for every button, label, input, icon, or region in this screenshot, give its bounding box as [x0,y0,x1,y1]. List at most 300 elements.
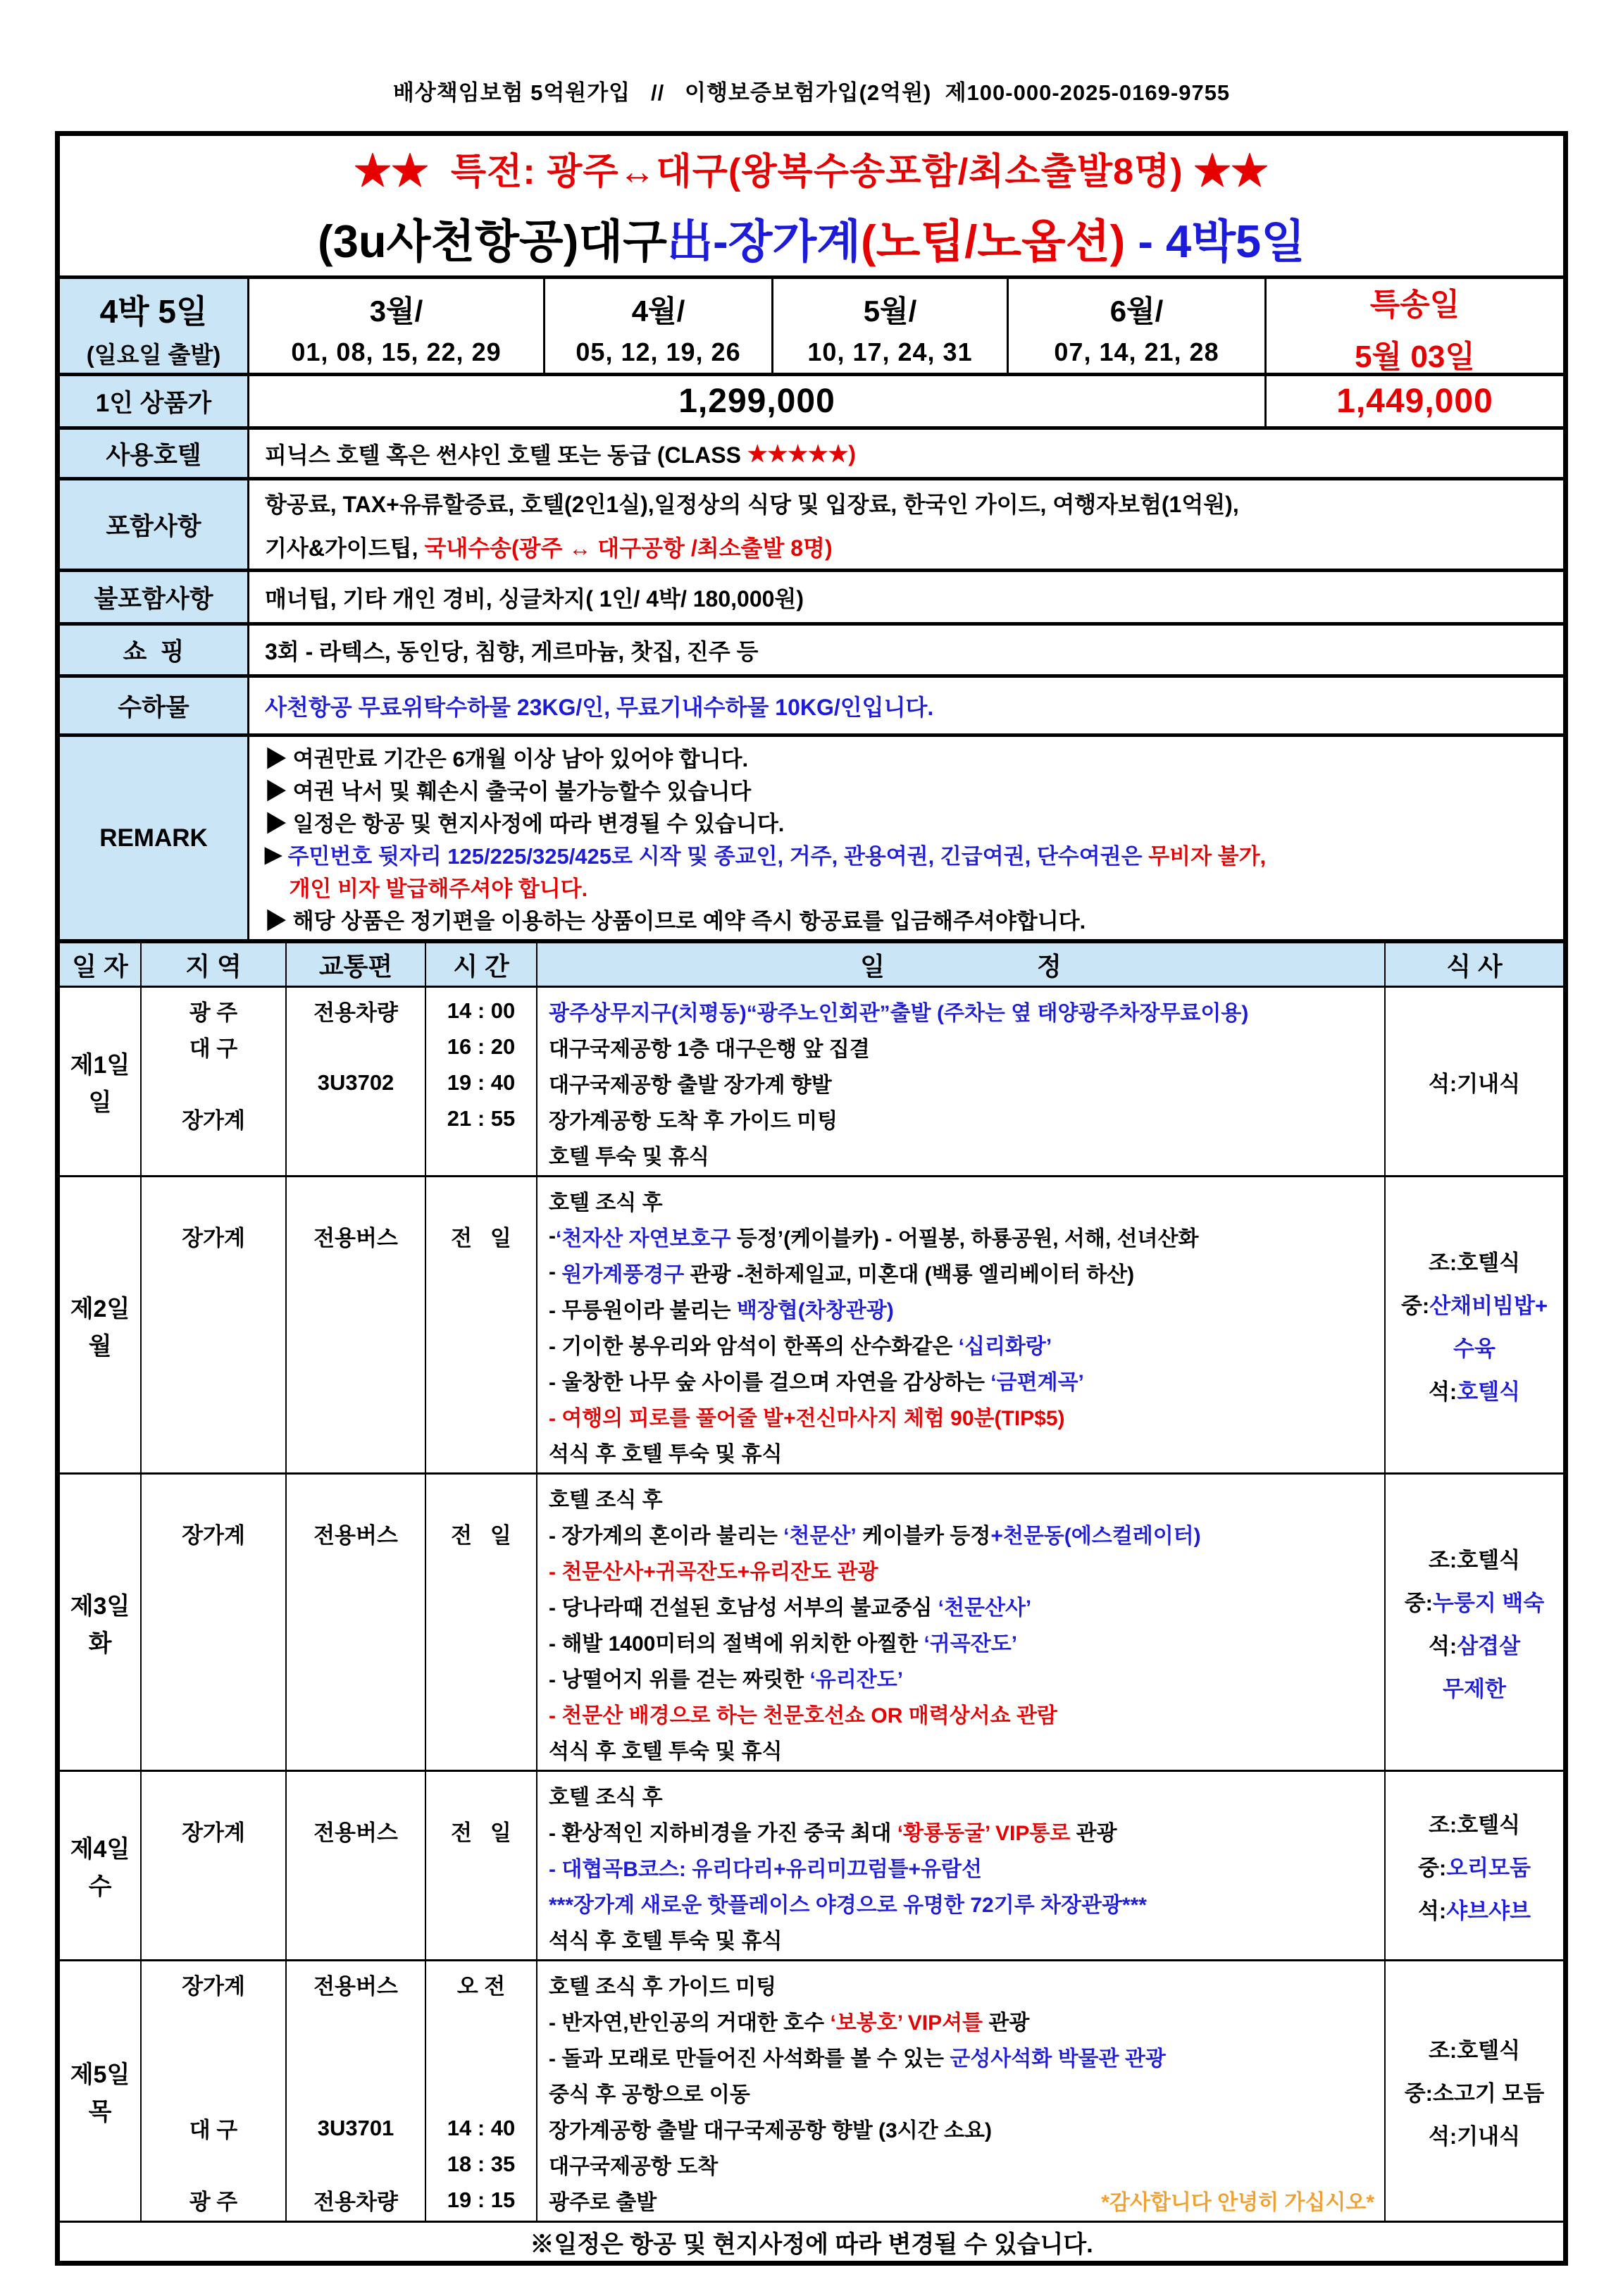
meal-line [1443,1671,1506,1703]
transport-cell-line [287,1587,425,1623]
meal-line [1401,1288,1548,1320]
day-label-cell [60,1177,140,1472]
region-cell-line [142,1777,285,1813]
region-cell-line [142,1659,285,1695]
transport-cell-line: 전용버스 [313,1820,398,1845]
text-segment: 석: [1428,1633,1457,1658]
text-segment: 호텔 조식 후 [549,1191,663,1215]
baggage-content [247,678,1563,733]
time-cell-line [426,2074,536,2110]
day-number: 제4일 [70,1836,130,1863]
time-cell-line [426,1777,536,1813]
text-segment: ▶ 일정은 항공 및 현지사정에 따라 변경될 수 있습니다. [265,812,785,836]
text-segment: 기사&가이드팁, [265,535,425,561]
text-segment: 3회 - 라텍스, 동인당, 침향, 게르마늄, 찻집, 진주 등 [265,638,759,664]
itinerary-line [537,1966,1384,2002]
text-segment: 중식 후 공항으로 이동 [549,2083,750,2106]
region-cell-line [142,1398,285,1434]
transport-cell-line [287,1136,425,1172]
text-segment: 대구국제공항 1층 대구은행 앞 집결 [549,1037,870,1061]
itinerary-line [537,1731,1384,1767]
text-segment: - 대협곡B코스: 유리다리+유리미끄럼틀+유람선 [549,1857,982,1881]
itinerary-days [60,986,1563,2221]
itinerary-line [537,2146,1384,2182]
itinerary-line [537,1813,1384,1849]
dates-may [771,279,1007,376]
region-cell-line [142,1136,285,1172]
itinerary-cell [536,1475,1384,1770]
month-label: 6월/ [1109,294,1164,328]
time-cell-line: 14 : 00 [447,998,516,1023]
region-cell-line [142,1920,285,1956]
meal-line [1405,1585,1545,1617]
time-cell-line [426,1398,536,1434]
footer-note: ※일정은 항공 및 현지사정에 따라 변경될 수 있습니다. [60,2221,1563,2261]
transport-cell-line [287,1885,425,1920]
title-block [60,136,1563,275]
region-cell-line: 장가계 [182,1108,245,1133]
text-segment: - 환상적인 지하비경을 가진 중국 최대 [549,1821,897,1845]
baggage-text [265,688,1563,724]
transport-cell-line [287,1326,425,1362]
text-segment: - 천문산사+귀곡잔도+유리잔도 관광 [549,1560,878,1584]
text-segment: ★★★★★) [747,440,856,466]
time-cell-line: 18 : 35 [447,2151,516,2176]
region-cell [140,1177,285,1472]
text-segment: ‘보봉호’ VIP셔틀 [830,2011,983,2035]
transport-cell [285,1961,425,2221]
text-segment: ‘천자산 자연보호구 [556,1227,731,1251]
region-cell-line: 대 구 [189,2118,238,2142]
transport-cell-line [287,1100,425,1136]
remark-content [247,737,1563,939]
itinerary-line [537,2002,1384,2038]
include-row [60,477,1563,569]
transport-cell-line: 전용버스 [313,1523,398,1548]
region-cell-line [142,1065,285,1100]
region-cell-line [142,2038,285,2074]
time-cell-line [426,1326,536,1362]
day-number: 제1일 [70,1052,130,1079]
itinerary-line [537,1218,1384,1254]
text-segment: 관광 -천하제일교, 미혼대 (백룡 엘리베이터 하산) [684,1262,1135,1286]
text-segment: +천문동(에스컬레이터) [990,1524,1201,1548]
itinerary-line [537,1659,1384,1695]
meal-line [1418,1893,1531,1925]
time-cell-line [426,1623,536,1659]
region-cell-line [142,1479,285,1515]
transport-cell-line: 전용버스 [313,1974,398,1999]
price-row [60,373,1563,426]
day-label-cell [60,1772,140,1959]
time-cell-line [426,1434,536,1470]
month-days: 10, 17, 24, 31 [807,337,973,366]
region-cell-line [142,1326,285,1362]
transport-cell-line [287,1777,425,1813]
dates-label-title: 4박 5일 [99,292,208,330]
time-cell [425,988,536,1175]
itinerary-day-row [60,1959,1563,2221]
itinerary-day-row [60,1175,1563,1472]
region-cell-line [142,1182,285,1218]
special-departure-cell [1264,279,1563,376]
text-segment: 대구국제공항 출발 장가계 향발 [549,1073,832,1097]
time-cell-line [426,2038,536,2074]
meal-line [1429,1542,1520,1574]
itinerary-line [537,1029,1384,1065]
baggage-label: 수하물 [60,678,247,733]
itinerary-line [537,1136,1384,1172]
text-segment: 오리모둠 [1446,1855,1531,1880]
text-segment: ‘유리잔도’ [809,1668,904,1692]
day-weekday: 수 [88,1873,112,1900]
text-segment: 호텔 조식 후 [549,1785,663,1809]
transport-cell-line [287,1623,425,1659]
text-segment: - 여행의 피로를 풀어줄 발+전신마사지 체험 90분(TIP$5) [549,1406,1065,1430]
text-line [265,838,1563,871]
special-departure-date: 5월 03일 [1355,340,1475,374]
region-cell-line [142,1254,285,1290]
meal-line [1453,1331,1495,1363]
text-segment: 광주로 출발 [549,2190,657,2214]
text-segment: ‘황룡동굴’ VIP통로 [897,1821,1071,1845]
transport-cell-line [287,1731,425,1767]
time-cell-line [426,1885,536,1920]
itinerary-line [537,2074,1384,2110]
text-segment: (노팁/노옵션) [860,215,1126,267]
region-cell [140,988,285,1175]
meal-line [1418,1850,1531,1882]
transport-cell-line [287,2002,425,2038]
itinerary-line [537,1885,1384,1920]
transport-cell-line [287,1551,425,1587]
header-region: 지 역 [140,943,285,986]
text-segment: 호텔 조식 후 가이드 미팅 [549,1975,777,1999]
meal-cell [1384,1772,1563,1959]
header-itinerary: 일 정 [536,943,1384,986]
time-cell-line [426,1659,536,1695]
text-segment: 개인 비자 발급해주셔야 합니다. [265,876,588,901]
exclude-row [60,569,1563,622]
text-segment: 사천항공 무료위탁수하물 23KG/인, 무료기내수하물 10KG/인입니다. [265,694,934,720]
transport-cell-line [287,2074,425,2110]
text-segment: 석:기내식 [1428,2123,1521,2149]
text-segment: 군성사석화 박물관 관광 [950,2047,1166,2071]
time-cell-line [426,1695,536,1731]
text-segment: - 돌과 모래로 만들어진 사석화를 볼 수 있는 [549,2047,950,2071]
month-label: 5월/ [863,294,917,328]
text-segment: - 당나라때 건설된 호남성 서부의 불교중심 [549,1596,938,1620]
hotel-content [247,430,1563,477]
shopping-label: 쇼 핑 [60,626,247,674]
time-cell [425,1772,536,1959]
region-cell-line: 장가계 [182,1226,245,1251]
itinerary-line [537,1290,1384,1326]
text-segment: 매너팁, 기타 개인 경비, [265,585,499,612]
text-segment: - [549,1224,556,1248]
text-segment: 조:호텔식 [1428,1250,1521,1275]
special-departure-title: 특송일 [1369,287,1460,322]
text-segment: 호텔식 [1457,1379,1521,1404]
meal-line [1429,1807,1520,1839]
itinerary-line [537,2110,1384,2146]
text-segment: ▶ 해당 상품은 정기편을 이용하는 상품이므로 예약 즉시 항공료를 입금해주셔야합니다. [265,909,1086,933]
time-cell [425,1177,536,1472]
text-segment: 항공료, TAX+유류할증료, 호텔(2인1실),일정상의 식당 및 입장료, 한국인 가이드, 여행자보험(1억원), [265,491,1239,517]
itinerary-line [537,2182,1384,2218]
month-label: 3월/ [369,294,423,328]
itinerary-line [537,1849,1384,1885]
time-cell-line: 14 : 40 [447,2115,516,2140]
itinerary-line [537,993,1384,1029]
text-line [265,485,1563,521]
meal-line [1429,2118,1520,2150]
text-segment: ‘귀곡잔도’ [924,1632,1018,1656]
transport-cell-line [287,1182,425,1218]
itinerary-line [537,1182,1384,1218]
transport-cell [285,1772,425,1959]
region-cell-line [142,1290,285,1326]
text-segment: 수육 [1453,1336,1495,1361]
day-weekday: 화 [88,1630,112,1657]
text-segment: - 장가계의 혼이라 불리는 [549,1524,784,1548]
transport-cell-line [287,2038,425,2074]
region-cell-line: 장가계 [182,1523,245,1548]
itinerary-line [537,1326,1384,1362]
month-days: 05, 12, 19, 26 [576,337,741,366]
text-segment: 出 [666,215,713,267]
text-segment: 석식 후 호텔 투숙 및 휴식 [549,1442,783,1466]
hotel-row [60,426,1563,477]
text-segment: 샤브샤브 [1446,1898,1531,1923]
text-segment: - 천문산 배경으로 하는 천문호선쇼 OR 매력상서쇼 관람 [549,1704,1057,1727]
time-cell [425,1475,536,1770]
region-cell-line [142,1434,285,1470]
text-segment: - [549,1260,562,1284]
day-label-cell [60,988,140,1175]
itinerary-line [537,1695,1384,1731]
text-segment: -장가계 [712,215,861,267]
time-cell-line: 전 일 [451,1523,511,1548]
itinerary-cell [536,1961,1384,2221]
time-cell-line [426,1479,536,1515]
time-cell-line: 전 일 [451,1820,511,1845]
itinerary-line [537,1479,1384,1515]
meal-line [1429,2033,1520,2064]
region-cell-line [142,2074,285,2110]
text-segment: 장가계공항 도착 후 가이드 미팅 [549,1109,838,1133]
itinerary-line [537,1100,1384,1136]
itinerary-line [537,1551,1384,1587]
dates-june [1007,279,1264,376]
text-segment: 관광 [1070,1821,1117,1845]
region-cell-line: 장가계 [182,1974,245,1999]
meal-cell [1384,1177,1563,1472]
price-label-cell: 1인 상품가 [60,376,247,426]
text-segment: 산채비빔밥+ [1429,1293,1548,1318]
region-cell-line [142,1731,285,1767]
include-label: 포함사항 [60,480,247,569]
transport-cell-line [287,1290,425,1326]
itinerary-line [537,2038,1384,2074]
itinerary-line [537,1362,1384,1398]
text-segment: - 울창한 나무 숲 사이를 걸으며 자연을 감상하는 [549,1370,991,1394]
meal-line [1429,1066,1520,1098]
baggage-row [60,674,1563,733]
dates-label-sub: (일요일 출발) [86,341,221,368]
region-cell-line: 대 구 [189,1036,238,1061]
time-cell-line [426,1362,536,1398]
time-cell-line: 오 전 [456,1974,506,1999]
region-cell-line [142,1587,285,1623]
text-segment: - 해발 1400미터의 절벽에 위치한 아찔한 [549,1632,924,1656]
header-time: 시 간 [425,943,536,986]
region-cell-line [142,2146,285,2182]
text-segment: 국내수송(광주 ↔ 대구공항 /최소출발 8명) [424,535,833,561]
meal-cell [1384,1475,1563,1770]
itinerary-line [537,1587,1384,1623]
itinerary-line [537,1623,1384,1659]
text-segment: 석식 후 호텔 투숙 및 휴식 [549,1739,783,1763]
transport-cell-line [287,1920,425,1956]
region-cell-line: 장가계 [182,1820,245,1845]
include-content [247,480,1563,569]
time-cell-line: 21 : 55 [447,1105,516,1131]
text-segment: ‘천문산’ [783,1524,857,1548]
text-segment: 원가계풍경구 [561,1262,685,1286]
transport-cell-line: 전용차량 [313,1000,398,1025]
text-segment: 광주상무지구(치평동)“광주노인회관”출발 (주차는 옆 태양광주차장무료이용) [549,1001,1249,1025]
text-line [265,741,1563,774]
transport-cell-line [287,1434,425,1470]
time-cell-line: 19 : 15 [447,2187,516,2212]
transport-cell [285,988,425,1175]
meal-cell [1384,988,1563,1175]
itinerary-cell [536,988,1384,1175]
region-cell-line [142,1623,285,1659]
transport-cell-line [287,1029,425,1065]
day-number: 제2일 [70,1295,130,1322]
itinerary-cell [536,1177,1384,1472]
region-cell [140,1961,285,2221]
transport-cell-line [287,2146,425,2182]
region-cell [140,1772,285,1959]
text-segment: (3u사천항공)대구 [318,215,667,267]
text-segment: ‘금편계곡’ [990,1370,1084,1394]
time-cell-line [426,1254,536,1290]
farewell-note: *감사합니다 안녕히 가십시오* [1101,2190,1374,2214]
time-cell-line: 16 : 20 [447,1034,516,1059]
text-segment: 싱글차지( 1인/ 4박/ 180,000원) [498,585,804,612]
time-cell-line: 19 : 40 [447,1069,516,1095]
text-segment: 석:기내식 [1428,1071,1521,1096]
text-segment: 석식 후 호텔 투숙 및 휴식 [549,1929,783,1953]
text-segment: 삼겹살 [1457,1633,1521,1658]
time-cell [425,1961,536,2221]
itinerary-day-row [60,1770,1563,1959]
region-cell-line [142,1695,285,1731]
day-label-cell [60,1961,140,2221]
text-segment: 중: [1404,1590,1433,1615]
time-cell-line: 전 일 [451,1226,511,1251]
region-cell-line: 광 주 [189,1000,238,1025]
transport-cell-line [287,1479,425,1515]
price-special: 1,449,000 [1264,376,1563,426]
itinerary-line [537,1254,1384,1290]
region-cell-line [142,2002,285,2038]
text-segment: 중:소고기 모듬 [1404,2080,1545,2106]
shopping-content [247,626,1563,674]
text-segment: 조:호텔식 [1428,2037,1521,2063]
text-segment: 백장협(차창관광) [736,1298,894,1322]
time-cell-line [426,1136,536,1172]
transport-cell-line [287,1254,425,1290]
text-segment: ▶ 여권 낙서 및 훼손시 출국이 불가능할수 있습니다 [265,779,752,804]
exclude-text [265,580,1563,615]
header-day: 일 자 [60,943,140,986]
itinerary-day-row [60,986,1563,1175]
region-cell-line [142,1362,285,1398]
time-cell-line [426,1551,536,1587]
transport-cell-line [287,1659,425,1695]
time-cell-line [426,1920,536,1956]
remark-label: REMARK [60,737,247,939]
text-segment: 관광 [983,2011,1030,2035]
meal-line [1429,1628,1520,1660]
text-segment: 호텔 투숙 및 휴식 [549,1145,709,1169]
price-regular: 1,299,000 [247,376,1264,426]
hotel-text [265,436,1563,471]
text-line [265,529,1563,564]
itinerary-line [537,1777,1384,1813]
shopping-row [60,622,1563,674]
dates-april [543,279,771,376]
region-cell-line: 광 주 [189,2190,238,2214]
hotel-label: 사용호텔 [60,430,247,477]
dates-label-cell [60,279,247,376]
text-segment: - 반자연,반인공의 거대한 호수 [549,2011,831,2035]
text-line [265,774,1563,806]
remark-row [60,733,1563,939]
text-segment: ▶ [265,841,288,867]
itinerary-line [537,1065,1384,1100]
month-days: 07, 14, 21, 28 [1054,337,1219,366]
text-segment: 조:호텔식 [1428,1547,1521,1572]
time-cell-line [426,1849,536,1885]
text-segment: 조:호텔식 [1428,1812,1521,1837]
text-segment: 누룽지 백숙 [1432,1590,1545,1615]
day-weekday: 목 [88,2099,112,2126]
text-segment: ▶ 여권만료 기간은 6개월 이상 남아 있어야 합니다. [265,747,749,771]
text-segment: ‘십리화랑’ [958,1334,1052,1358]
itinerary-line [537,1920,1384,1956]
text-segment: 피닉스 호텔 혹은 썬샤인 호텔 또는 동급 (CLASS [265,442,747,468]
header-meal: 식 사 [1384,943,1563,986]
text-segment: 무제한 [1443,1676,1506,1701]
text-segment: - 무릉원이라 불리는 [549,1298,737,1322]
region-cell-line [142,1551,285,1587]
transport-cell-line [287,1849,425,1885]
itinerary-line [537,1515,1384,1551]
time-cell-line [426,1731,536,1767]
document-frame [55,131,1568,2266]
header-transport: 교통편 [285,943,425,986]
departure-dates-row [60,275,1563,373]
transport-cell-line: 전용차량 [313,2190,398,2214]
text-segment: 중: [1417,1855,1447,1880]
text-segment: 중: [1400,1293,1430,1318]
meal-cell [1384,1961,1563,2221]
